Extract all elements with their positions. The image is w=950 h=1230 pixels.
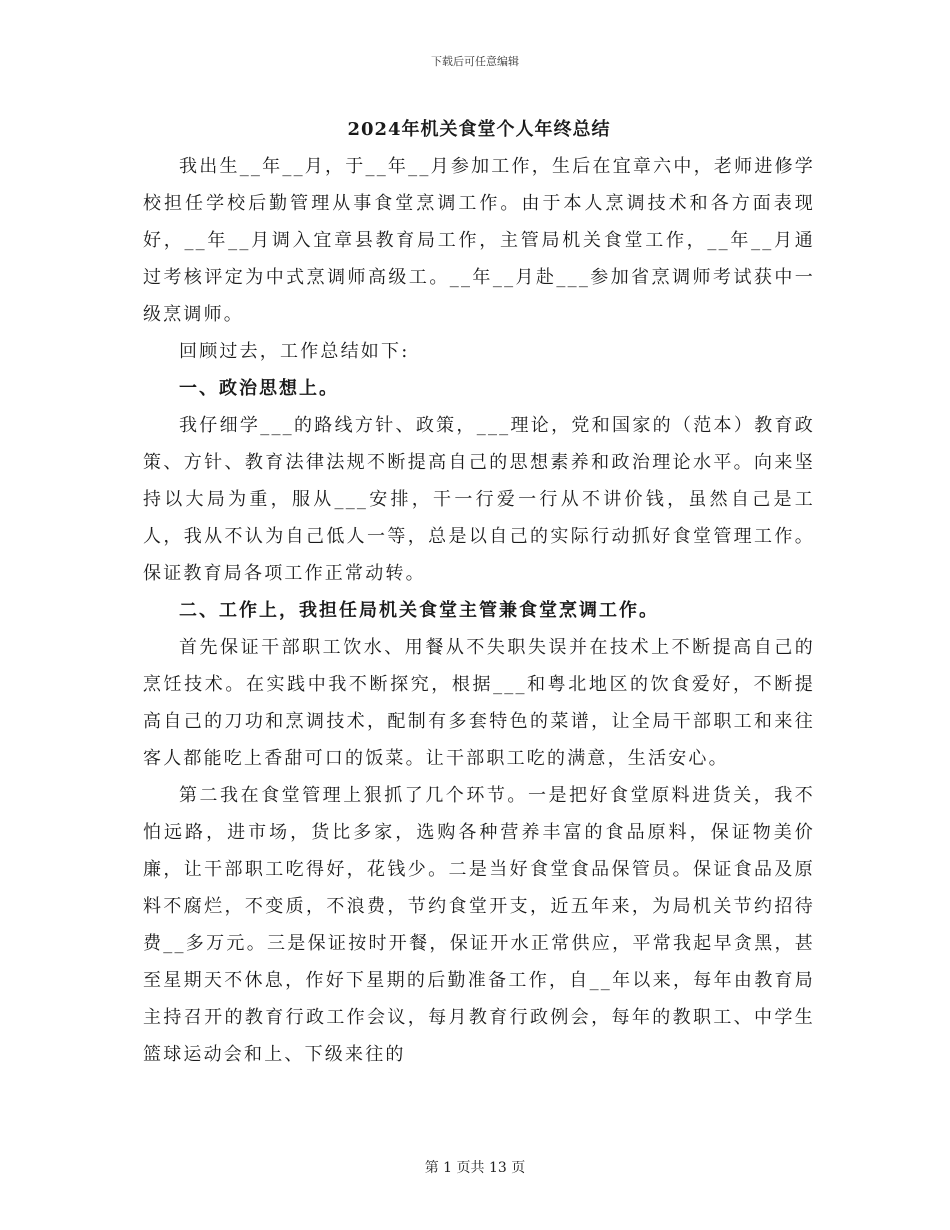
document-body bbox=[143, 112, 815, 1073]
page-number: 第 1 页共 13 页 bbox=[424, 1160, 526, 1176]
paragraph-intro: 我出生__年__月，于__年__月参加工作，生后在宜章六中，老师进修学校担任学校后勤管理从事食堂烹调工作。由于本人烹调技术和各方面表现好，__年__月调入宜章县教育局工作，主管局机关食堂工作，__年__月通过考核评定为中式烹调师高级工。__年__月赴___参加省烹调师考试获中一级烹调师。 bbox=[143, 156, 815, 325]
paragraph-review: 回顾过去，工作总结如下: bbox=[179, 341, 410, 362]
section-heading-politics: 一、政治思想上。 bbox=[179, 378, 339, 399]
paragraph-politics: 我仔细学___的路线方针、政策，___理论，党和国家的（范本）教育政策、方针、教育法律法规不断提高自己的思想素养和政治理论水平。向来坚持以大局为重，服从___安排，干一行爱一行从不讲价钱，虽然自己是工人，我从不认为自己低人一等，总是以自己的实际行动抓好食堂管理工作。保证教育局各项工作正常动转。 bbox=[143, 415, 815, 584]
paragraph-work-second: 第二我在食堂管理上狠抓了几个环节。一是把好食堂原料进货关，我不怕远路，进市场，货比多家，选购各种营养丰富的食品原料，保证物美价廉，让干部职工吃得好，花钱少。二是当好食堂食品保管员。保证食品及原料不腐烂，不变质，不浪费，节约食堂开支，近五年来，为局机关节约招待费__多万元。三是保证按时开餐，保证开水正常供应，平常我起早贪黑，甚至星期天不休息，作好下星期的后勤准备工作，自__年以来，每年由教育局主持召开的教育行政工作会议，每月教育行政例会，每年的教职工、中学生篮球运动会和上、下级来往的 bbox=[143, 785, 815, 1065]
section-heading-work: 二、工作上，我担任局机关食堂主管兼食堂烹调工作。 bbox=[179, 600, 659, 621]
document-title: 2024年机关食堂个人年终总结 bbox=[347, 119, 611, 140]
page-header-note: 下载后可任意编辑 bbox=[431, 55, 519, 68]
paragraph-work-first: 首先保证干部职工饮水、用餐从不失职失误并在技术上不断提高自己的烹饪技术。在实践中我不断探究，根据___和粤北地区的饮食爱好，不断提高自己的刀功和烹调技术，配制有多套特色的菜谱，让全局干部职工和来往客人都能吃上香甜可口的饭菜。让干部职工吃的满意，生活安心。 bbox=[143, 637, 815, 769]
